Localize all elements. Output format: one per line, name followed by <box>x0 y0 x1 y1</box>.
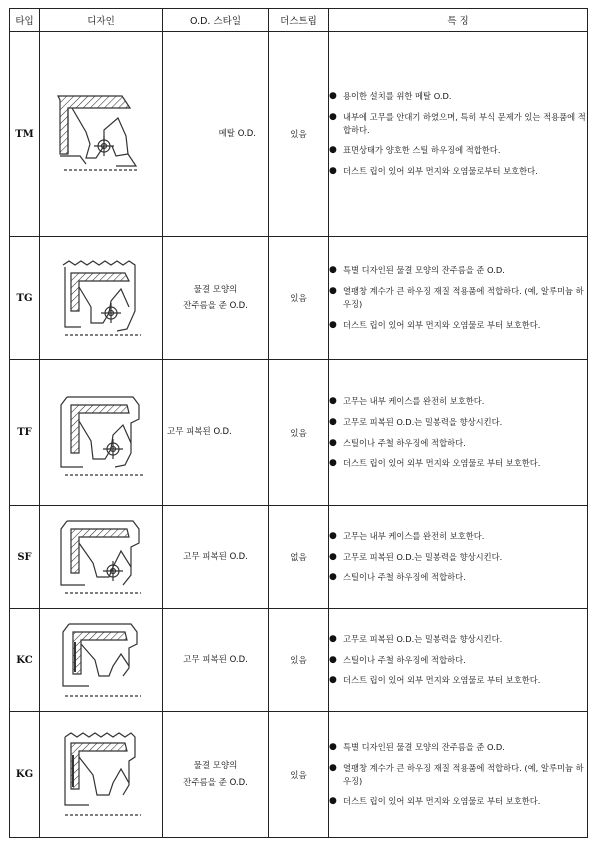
od-style-line: 고무 피복된 O.D. <box>183 654 248 665</box>
od-style-cell <box>163 506 269 609</box>
feature-item: ● 스틸이나 주철 하우징에 적합하다. <box>329 571 587 584</box>
type-cell: TG <box>10 237 40 360</box>
features-cell <box>329 609 588 712</box>
od-style-cell <box>163 360 269 506</box>
feature-item: ● 용이한 설치를 위한 메탈 O.D. <box>329 90 587 103</box>
header-row <box>10 9 588 32</box>
od-style-cell <box>163 237 269 360</box>
table-row-tg <box>10 237 588 360</box>
feature-item: ● 더스트 립이 있어 외부 먼지와 오염물로부터 보호한다. <box>329 165 587 178</box>
type-cell: KG <box>10 712 40 838</box>
feature-item: ● 표면상태가 양호한 스틸 하우징에 적합한다. <box>329 144 587 157</box>
od-style-line: 물결 모양의 <box>193 761 238 772</box>
feature-item: ● 스틸이나 주철 하우징에 적합하다. <box>329 437 587 450</box>
table-row-tf <box>10 360 588 506</box>
header-type: 타입 <box>10 9 40 32</box>
header-design: 디자인 <box>40 9 163 32</box>
feature-item: ● 고무는 내부 케이스를 완전히 보호한다. <box>329 530 587 543</box>
feature-item: ● 더스트 립이 있어 외부 먼지와 오염물로 부터 보호한다. <box>329 319 587 332</box>
sf-seal-diagram <box>51 511 151 603</box>
kg-seal-diagram <box>51 725 151 825</box>
features-cell <box>329 360 588 506</box>
feature-item: ● 특별 디자인된 물결 모양의 잔주름을 준 O.D. <box>329 741 587 754</box>
feature-item: ● 더스트 립이 있어 외부 먼지와 오염물로 부터 보호한다. <box>329 674 587 687</box>
design-cell <box>40 360 163 506</box>
type-cell: SF <box>10 506 40 609</box>
features-cell <box>329 506 588 609</box>
design-cell <box>40 609 163 712</box>
od-style-cell <box>163 712 269 838</box>
features-cell <box>329 237 588 360</box>
design-cell <box>40 712 163 838</box>
od-style-cell <box>163 32 269 237</box>
feature-item: ● 스틸이나 주철 하우징에 적합하다. <box>329 654 587 667</box>
table-row-sf <box>10 506 588 609</box>
type-cell: TM <box>10 32 40 237</box>
od-style-cell <box>163 609 269 712</box>
od-style-line: 고무 피복된 O.D. <box>183 551 248 562</box>
feature-item: ● 특별 디자인된 물결 모양의 잔주름을 준 O.D. <box>329 264 587 277</box>
feature-item: ● 고무는 내부 케이스를 완전히 보호한다. <box>329 395 587 408</box>
table-row-kc <box>10 609 588 712</box>
header-dust-lip: 더스트립 <box>269 9 329 32</box>
design-cell <box>40 506 163 609</box>
od-style-line: 잔주름을 준 O.D. <box>183 777 248 788</box>
od-style-line: 물결 모양의 <box>193 284 238 295</box>
header-od-style: O.D. 스타일 <box>163 9 269 32</box>
dust-lip-cell: 없음 <box>269 506 329 609</box>
feature-item: ● 내부에 고무를 안대기 하였으며, 특히 부식 문제가 있는 적용품에 적합하다. <box>329 111 587 137</box>
design-cell <box>40 32 163 237</box>
table-row-tm <box>10 32 588 237</box>
feature-item: ● 고무로 피복된 O.D.는 밀봉력을 향상시킨다. <box>329 416 587 429</box>
od-style-line: 메탈 O.D. <box>218 128 256 139</box>
dust-lip-cell: 있음 <box>269 32 329 237</box>
seal-type-table <box>9 8 588 838</box>
tf-seal-diagram <box>51 383 151 483</box>
feature-item: ● 더스트 립이 있어 외부 먼지와 오염물로 부터 보호한다. <box>329 457 587 470</box>
type-cell: TF <box>10 360 40 506</box>
features-cell <box>329 712 588 838</box>
header-features: 특 징 <box>329 9 588 32</box>
feature-item: ● 열팽창 계수가 큰 하우징 재질 적용품에 적합하다. (예, 알루미늄 하우징) <box>329 762 587 788</box>
kc-seal-diagram <box>51 614 151 706</box>
feature-item: ● 열팽창 계수가 큰 하우징 재질 적용품에 적합하다. (예, 알루미늄 하우징) <box>329 285 587 311</box>
type-cell: KC <box>10 609 40 712</box>
dust-lip-cell: 있음 <box>269 609 329 712</box>
features-cell <box>329 32 588 237</box>
od-style-line: 고무 피복된 O.D. <box>167 427 232 438</box>
feature-item: ● 고무로 피복된 O.D.는 밀봉력을 향상시킨다. <box>329 633 587 646</box>
feature-item: ● 고무로 피복된 O.D.는 밀봉력을 향상시킨다. <box>329 551 587 564</box>
dust-lip-cell: 있음 <box>269 712 329 838</box>
od-style-line: 잔주름을 준 O.D. <box>183 301 248 311</box>
feature-item: ● 더스트 립이 있어 외부 먼지와 오염물로 부터 보호한다. <box>329 795 587 808</box>
tm-seal-diagram <box>46 74 156 194</box>
dust-lip-cell: 있음 <box>269 360 329 506</box>
tg-seal-diagram <box>51 251 151 346</box>
table-row-kg <box>10 712 588 838</box>
dust-lip-cell: 있음 <box>269 237 329 360</box>
design-cell <box>40 237 163 360</box>
